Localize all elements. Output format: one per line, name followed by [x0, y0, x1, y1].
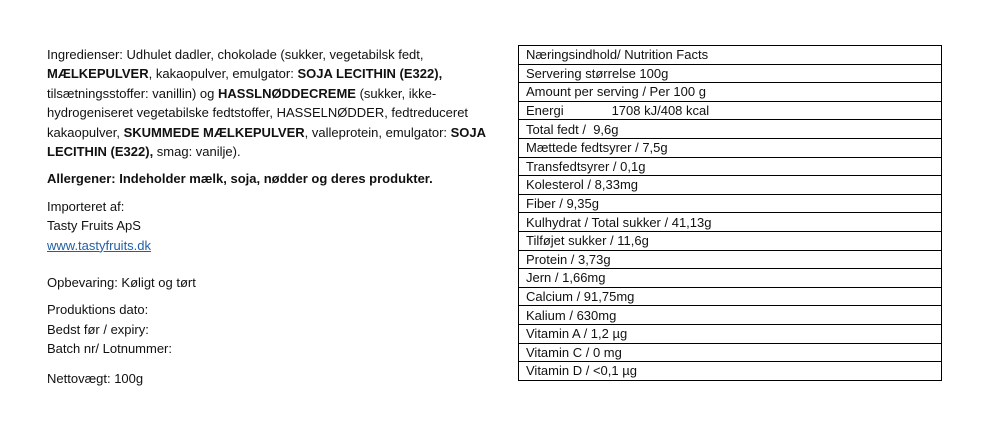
ingredient-allergen: SKUMMEDE MÆLKEPULVER: [123, 124, 305, 140]
production-date-label: Produktions dato:: [47, 302, 149, 318]
nutrition-value: Calcium / 91,75mg: [519, 287, 942, 306]
ingredient-text: , kakaopulver, emulgator:: [148, 66, 298, 82]
nutrition-header: Næringsindhold/ Nutrition Facts: [519, 46, 942, 65]
nutrition-value: Protein / 3,73g: [519, 250, 942, 269]
best-before-label: Bedst før / expiry:: [47, 321, 149, 337]
nutrition-row: [519, 287, 942, 306]
nutrition-value: Jern / 1,66mg: [519, 269, 942, 288]
importer-block: [47, 197, 487, 255]
ingredient-text: , valleprotein, emulgator:: [304, 124, 451, 140]
nutrition-row: [519, 194, 942, 213]
importer-label: Importeret af:: [47, 198, 125, 214]
nutrition-value: Vitamin D / <0,1 µg: [519, 362, 942, 381]
nutrition-row: [519, 157, 942, 176]
nutrition-value: Kulhydrat / Total sukker / 41,13g: [519, 213, 942, 232]
ingredients-text: [47, 45, 487, 161]
batch-number-label: Batch nr/ Lotnummer:: [47, 341, 172, 357]
ingredient-text: tilsætningsstoffer: vanillin) og: [47, 85, 219, 101]
net-weight: Nettovægt: 100g: [47, 370, 144, 386]
ingredient-allergen: HASSLNØDDECREME: [218, 85, 356, 101]
amount-per-serving: Amount per serving / Per 100 g: [519, 83, 942, 102]
ingredient-allergen: SOJA LECITHIN (E322),: [297, 66, 443, 82]
serving-size: Servering størrelse 100g: [519, 64, 942, 83]
nutrition-row: [519, 343, 942, 362]
nutrition-row: [519, 64, 942, 83]
nutrition-value: Kalium / 630mg: [519, 306, 942, 325]
nutrition-value: Mættede fedtsyrer / 7,5g: [519, 138, 942, 157]
nutrition-row: [519, 269, 942, 288]
nutrition-row: [519, 306, 942, 325]
energy-label: Energi: [526, 103, 564, 119]
nutrition-value: Vitamin C / 0 mg: [519, 343, 942, 362]
allergen-statement: Allergener: Indeholder mælk, soja, nødder og deres produkter.: [47, 171, 433, 187]
energy-cell: [519, 101, 942, 120]
ingredient-allergen: MÆLKEPULVER: [47, 66, 149, 82]
nutrition-facts-table: [518, 45, 942, 381]
ingredient-text: (sukker, ikke-hydrogeniseret vegetabilske fedtstoffer, HASSELNØDDER, fedtreduceret kakaopulver,: [47, 85, 469, 140]
nutrition-value: Kolesterol / 8,33mg: [519, 176, 942, 195]
nutrition-row: [519, 120, 942, 139]
website-link[interactable]: www.tastyfruits.dk: [47, 237, 152, 253]
product-label-info: [47, 45, 487, 388]
nutrition-row: [519, 176, 942, 195]
nutrition-value: Vitamin A / 1,2 µg: [519, 324, 942, 343]
nutrition-header-row: [519, 46, 942, 65]
importer-company: Tasty Fruits ApS: [47, 218, 141, 234]
production-block: [47, 300, 487, 358]
nutrition-row: [519, 213, 942, 232]
nutrition-row: [519, 324, 942, 343]
nutrition-value: Total fedt / 9,6g: [519, 120, 942, 139]
storage-text: Opbevaring: Køligt og tørt: [47, 275, 196, 291]
nutrition-value: Transfedtsyrer / 0,1g: [519, 157, 942, 176]
energy-value: 1708 kJ/408 kcal: [611, 103, 710, 119]
ingredient-allergen: SOJA LECITHIN (E322),: [47, 124, 486, 160]
nutrition-row: [519, 101, 942, 120]
ingredient-text: smag: vanilje).: [153, 144, 241, 160]
nutrition-value: Fiber / 9,35g: [519, 194, 942, 213]
ingredient-text: Ingredienser: Udhulet dadler, chokolade (sukker, vegetabilsk fedt,: [47, 47, 424, 62]
nutrition-row: [519, 83, 942, 102]
nutrition-value: Tilføjet sukker / 11,6g: [519, 231, 942, 250]
nutrition-row: [519, 138, 942, 157]
nutrition-row: [519, 362, 942, 381]
nutrition-row: [519, 231, 942, 250]
nutrition-row: [519, 250, 942, 269]
